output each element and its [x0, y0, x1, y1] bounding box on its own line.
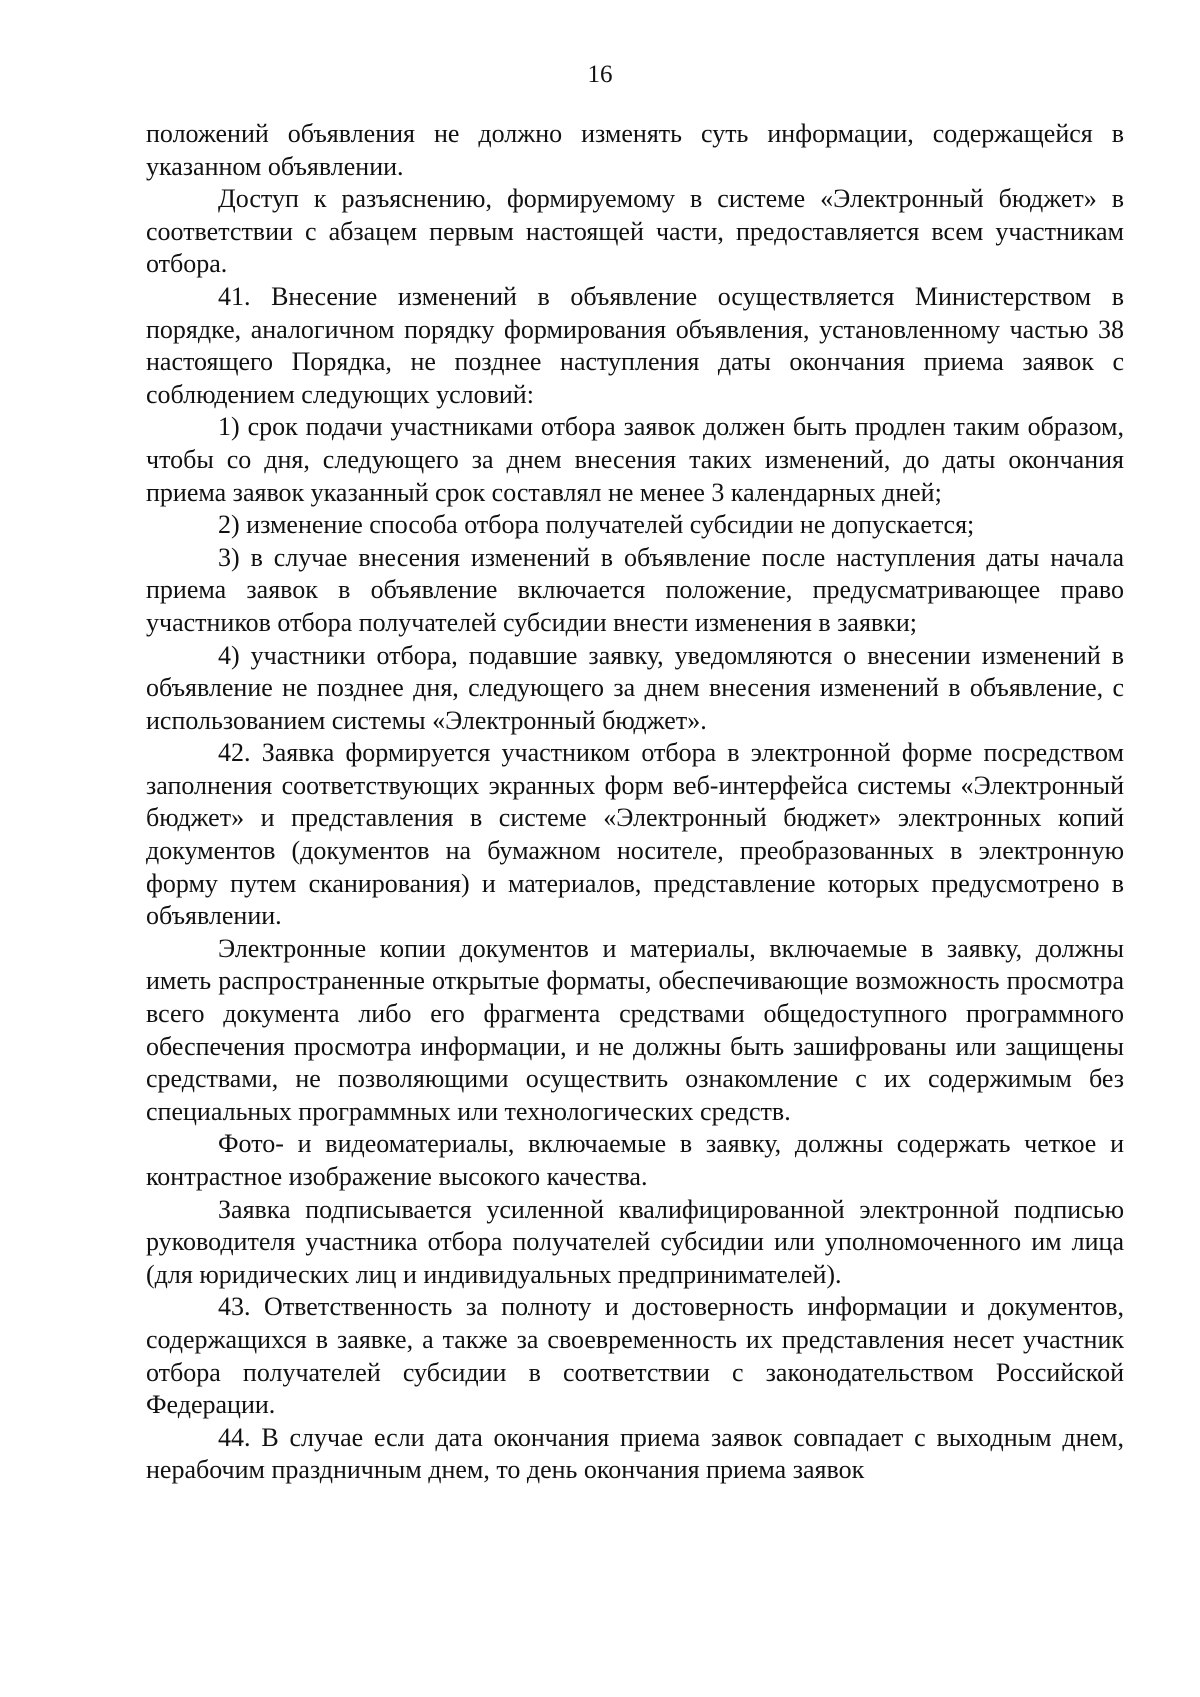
paragraph: Фото- и видеоматериалы, включаемые в заявку, должны содержать четкое и контрастное изображение высокого качества. — [146, 1129, 1124, 1191]
paragraph: Доступ к разъяснению, формируемому в системе «Электронный бюджет» в соответствии с абзацем первым настоящей части, предоставляется всем участникам отбора. — [146, 184, 1124, 279]
page-number: 16 — [587, 61, 613, 88]
paragraph: Электронные копии документов и материалы, включаемые в заявку, должны иметь распространенные открытые форматы, обеспечивающие возможность просмотра всего документа либо его фрагмента средствами общедоступного программного обеспечения просмотра информации, и не должны быть зашифрованы или защищены средствами, не позволяющими осуществить ознакомление с их содержимым без специальных программных или технологических средств. — [146, 933, 1124, 1126]
paragraph: 44. В случае если дата окончания приема заявок совпадает с выходным днем, нерабочим праздничным днем, то день окончания приема заявок — [146, 1422, 1124, 1485]
paragraph: 4) участники отбора, подавшие заявку, уведомляются о внесении изменений в объявление не позднее дня, следующего за днем внесения изменений в объявление, с использованием системы «Электронный бюджет». — [146, 640, 1124, 735]
document-body — [146, 118, 1124, 1487]
paragraph: 42. Заявка формируется участником отбора в электронной форме посредством заполнения соответствующих экранных форм веб-интерфейса системы «Электронный бюджет» и представления в системе «Электронный бюджет» электронных копий документов (документов на бумажном носителе, преобразованных в электронную форму путем сканирования) и материалов, представление которых предусмотрено в объявлении. — [146, 738, 1124, 931]
paragraph: 2) изменение способа отбора получателей субсидии не допускается; — [218, 510, 975, 540]
paragraph: Заявка подписывается усиленной квалифицированной электронной подписью руководителя участника отбора получателей субсидии или уполномоченного им лица (для юридических лиц и индивидуальных предпринимателей). — [146, 1194, 1124, 1289]
paragraph: 41. Внесение изменений в объявление осуществляется Министерством в порядке, аналогичном порядку формирования объявления, установленному частью 38 настоящего Порядка, не позднее наступления даты окончания приема заявок с соблюдением следующих условий: — [146, 281, 1124, 409]
paragraph: 43. Ответственность за полноту и достоверность информации и документов, содержащихся в заявке, а также за своевременность их представления несет участник отбора получателей субсидии в соответствии с законодательством Российской Федерации. — [146, 1292, 1124, 1420]
paragraph: 3) в случае внесения изменений в объявление после наступления даты начала приема заявок в объявление включается положение, предусматривающее право участников отбора получателей субсидии внести изменения в заявки; — [146, 542, 1124, 637]
paragraph: положений объявления не должно изменять суть информации, содержащейся в указанном объявлении. — [146, 119, 1124, 181]
paragraph: 1) срок подачи участниками отбора заявок должен быть продлен таким образом, чтобы со дня, следующего за днем внесения таких изменений, до даты окончания приема заявок указанный срок составлял не менее 3 календарных дней; — [146, 412, 1124, 507]
